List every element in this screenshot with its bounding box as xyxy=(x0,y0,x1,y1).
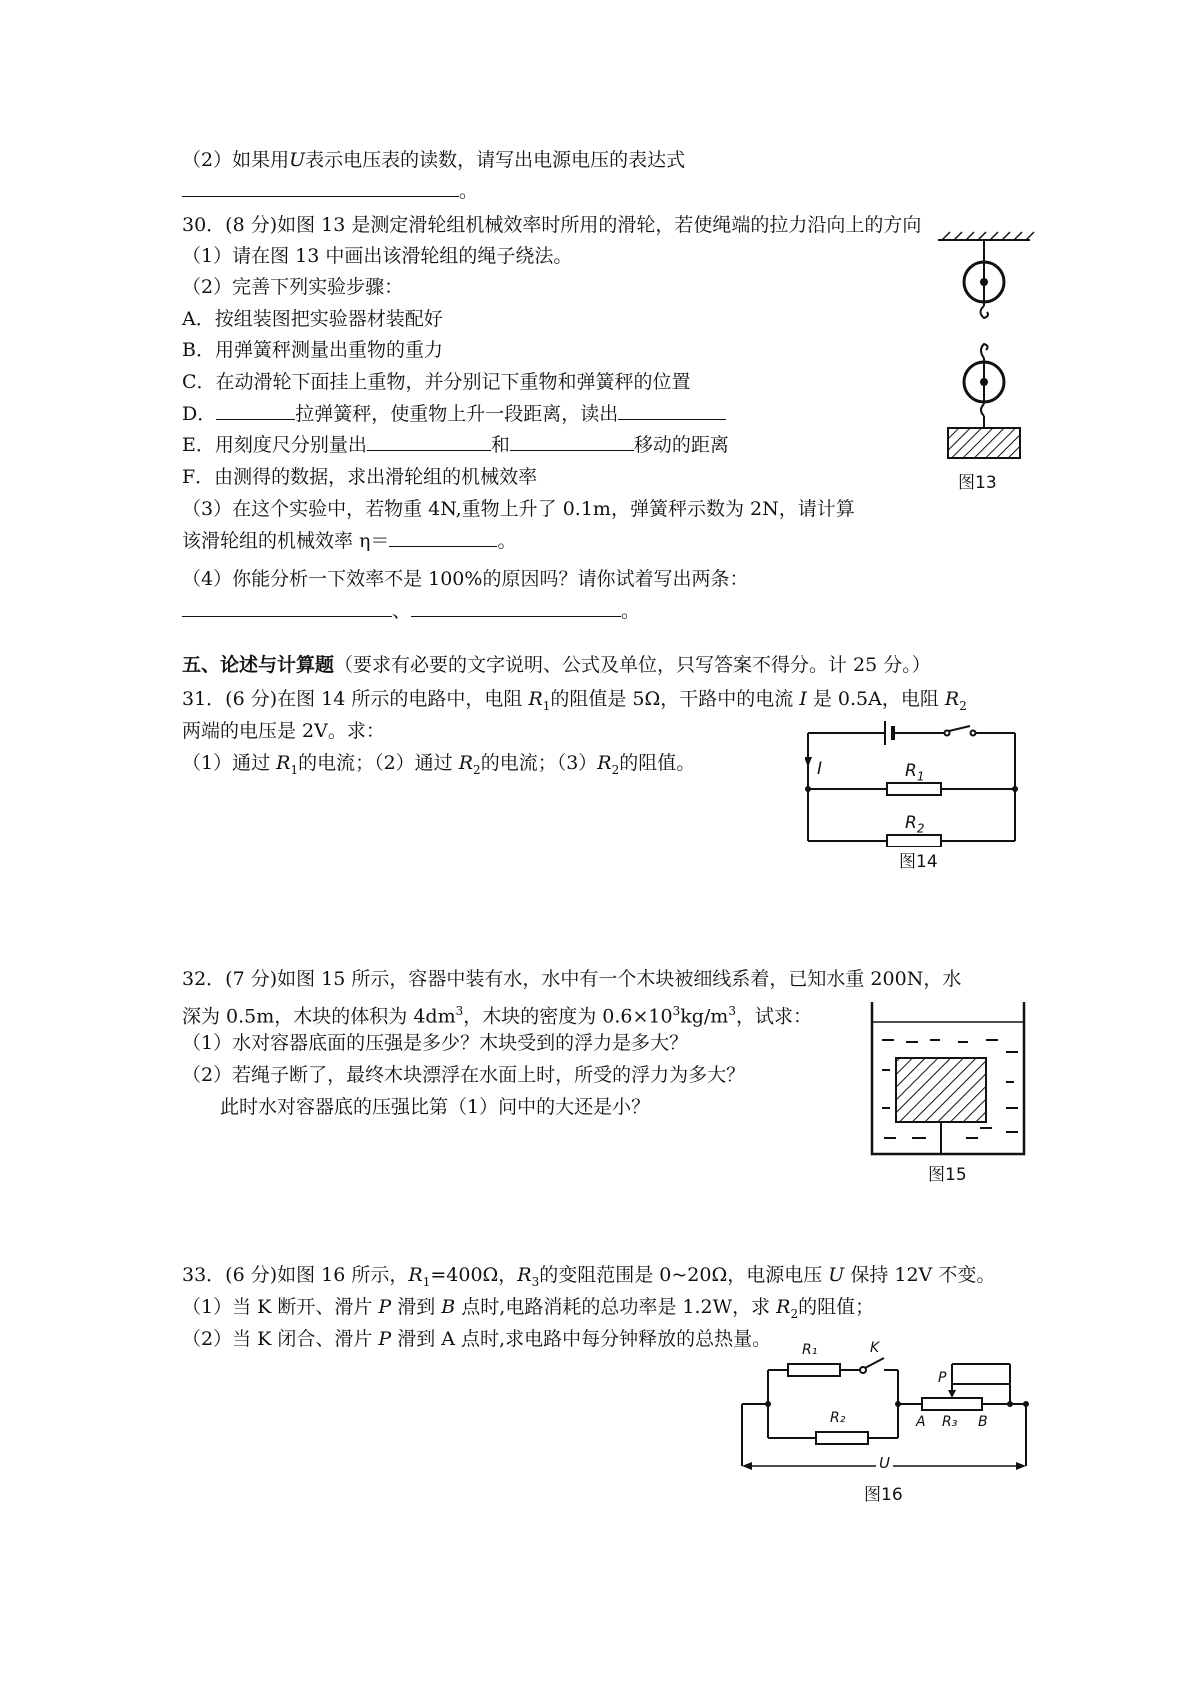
q31-l3: （1）通过 $R_1$的电流；（2）通过 $R_2$的电流；$(3)R_2$的阻值。 xyxy=(182,752,696,777)
answer-blank[interactable] xyxy=(510,432,634,451)
q31-l2: 两端的电压是 2V。求： xyxy=(182,720,385,742)
label-slider-P: P xyxy=(938,1370,947,1386)
q32-l3: （1）水对容器底面的压强是多少？木块受到的浮力是多大？ xyxy=(182,1032,689,1054)
figure-15 xyxy=(868,1000,1028,1190)
pulley-diagram xyxy=(930,230,1040,500)
label-R1: $R_1$ xyxy=(905,761,925,784)
q30-part2: （2）完善下列实验步骤： xyxy=(182,276,404,298)
q30-stem: 30．(8 分)如图 13 是测定滑轮组机械效率时所用的滑轮，若使绳端的拉力沿向上的方向 xyxy=(182,214,922,236)
figure-13 xyxy=(930,230,1040,500)
q29-answer-line: 。 xyxy=(182,178,478,204)
q33-l2: （1）当 K 断开、滑片 P 滑到 B 点时,电路消耗的总功率是 1.2W，求 $R_2$的阻值； xyxy=(182,1296,875,1321)
section-title: 五、论述与计算题 xyxy=(182,654,335,676)
answer-blank[interactable] xyxy=(182,598,392,617)
answer-blank[interactable] xyxy=(182,178,459,197)
q30-step-f: F．由测得的数据，求出滑轮组的机械效率 xyxy=(182,466,538,488)
figure-16-caption: 图16 xyxy=(864,1485,903,1505)
container-diagram xyxy=(868,1000,1028,1158)
figure-16 xyxy=(738,1340,1038,1528)
q33-l3: （2）当 K 闭合、滑片 P 滑到 A 点时,求电路中每分钟释放的总热量。 xyxy=(182,1328,772,1350)
q30-step-d: D． 拉弹簧秤，使重物上升一段距离，读出 xyxy=(182,401,726,427)
answer-blank[interactable] xyxy=(389,528,497,547)
answer-blank[interactable] xyxy=(367,432,491,451)
q30-part3-l2: 该滑轮组的机械效率 η＝ 。 xyxy=(182,530,517,552)
answer-blank[interactable] xyxy=(411,598,621,617)
q30-step-e: E．用刻度尺分别量出 和 移动的距离 xyxy=(182,434,729,456)
circuit-diagram-16 xyxy=(738,1348,1038,1498)
q32-l4: （2）若绳子断了，最终木块漂浮在水面上时，所受的浮力为多大？ xyxy=(182,1064,746,1086)
q30-part1: （1）请在图 13 中画出该滑轮组的绳子绕法。 xyxy=(182,245,573,267)
q30-part4: （4）你能分析一下效率不是 100%的原因吗？请你试着写出两条： xyxy=(182,568,749,590)
figure-13-caption: 图13 xyxy=(958,473,997,493)
label-A: A xyxy=(916,1414,926,1430)
label-U: U xyxy=(876,1454,893,1472)
figure-14 xyxy=(805,717,1020,872)
answer-blank[interactable] xyxy=(618,401,726,420)
q33-l1: 33．(6 分)如图 16 所示，$R_1=400\Omega$，$R_3$的变阻范围是 0~20Ω，电源电压 U 保持 12V 不变。 xyxy=(182,1264,996,1289)
section-note: （要求有必要的文字说明、公式及单位，只写答案不得分。计 25 分。） xyxy=(334,654,931,676)
q30-step-a: A．按组装图把实验器材装配好 xyxy=(182,308,443,330)
answer-blank[interactable] xyxy=(216,401,295,420)
label-B: B xyxy=(978,1414,988,1430)
q30-step-b: B．用弹簧秤测量出重物的重力 xyxy=(182,339,443,361)
label-switch-K: K xyxy=(870,1340,880,1356)
q29-part2: （2）如果用U表示电压表的读数，请写出电源电压的表达式 xyxy=(182,149,686,171)
section-5-heading xyxy=(182,652,931,678)
label-R2: $R_2$ xyxy=(905,813,925,836)
label-R1: R₁ xyxy=(802,1342,818,1358)
figure-15-caption: 图15 xyxy=(928,1165,967,1185)
q31-l1: 31．(6 分)在图 14 所示的电路中，电阻 $R_1$的阻值是 5Ω，干路中的电流 I 是 0.5A，电阻 $R_2$ xyxy=(182,688,967,713)
label-R3: R₃ xyxy=(942,1414,958,1430)
q30-part4-answers: 、 。 xyxy=(182,598,640,624)
q32-l1: 32．(7 分)如图 15 所示，容器中装有水，水中有一个木块被细线系着，已知水重 200N，水 xyxy=(182,968,962,990)
label-current-I: I xyxy=(817,759,823,779)
q30-part3-l1: （3）在这个实验中，若物重 4N,重物上升了 0.1m，弹簧秤示数为 2N，请计算 xyxy=(182,498,855,520)
figure-14-caption: 图14 xyxy=(899,852,938,872)
label-R2: R₂ xyxy=(830,1410,846,1426)
q32-l2: 深为 0.5m，木块的体积为 $4dm^3$，木块的密度为 $0.6\times 10^3kg/m^3$，试求： xyxy=(182,1004,812,1028)
q30-step-c: C．在动滑轮下面挂上重物，并分别记下重物和弹簧秤的位置 xyxy=(182,371,691,393)
q32-l5: 此时水对容器底的压强比第（1）问中的大还是小？ xyxy=(220,1096,651,1118)
